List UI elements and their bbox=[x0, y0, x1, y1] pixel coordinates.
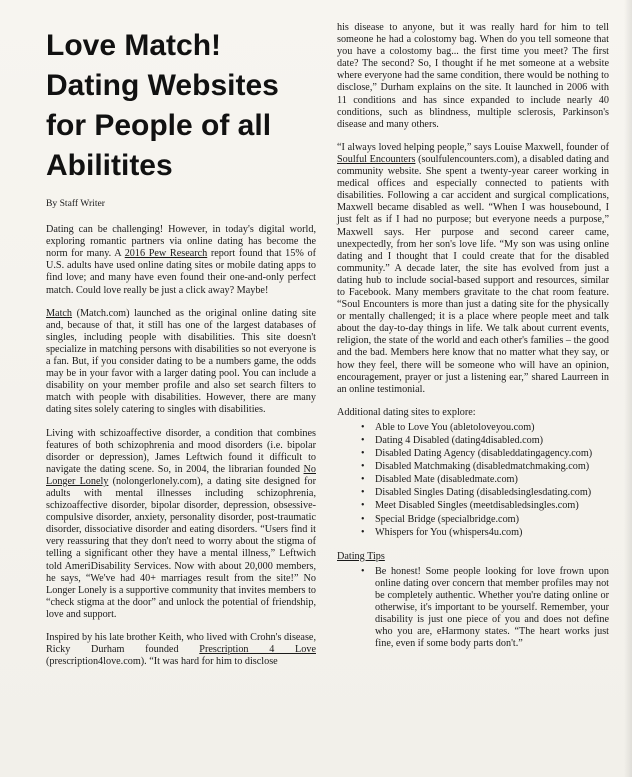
article-title: Love Match! Dating Websites for People of all Abilitites bbox=[46, 29, 279, 182]
p4l-text-b: (prescription4love.com). “It was hard for him to disclose bbox=[46, 656, 278, 668]
intro-text-a: Dating can be challenging! However, in today's digital world, exploring romantic partners via online dating has become the norm for many. A bbox=[46, 224, 316, 260]
list-item: • Be honest! Some people looking for love frown upon online dating over concern that member profiles may not be completely authentic. Whether you're dating online or otherwise, it's important to be yourself. Remember, your disability is just one piece of you and does not define who you are, eHarmony states. “The heart works just fine, even if some body parts don't.” bbox=[361, 566, 609, 651]
paragraph-soulful bbox=[337, 142, 609, 396]
intro-text-b: report found that 15% of U.S. adults have used online dating sites or mobile dating apps to find love; and many have even found their one-and-only perfect match. Could love really be just a click away? Maybe! bbox=[46, 248, 316, 296]
list-item: • Whispers for You (whispers4u.com) bbox=[361, 527, 609, 539]
match-text: (Match.com) launched as the original online dating site and, because of that, it still has one of the largest databases of singles, including people with disabilities. This site doesn't specialize in matching persons with disabilities so not everyone is a fan. But, if you consider dating to be a numbers game, the odds may be in your favor with a larger dating pool. You can include a disability on your member profile and also set search filters to match with people with disabilities. However, there are many dating sites solely catering to singles with disabilities. bbox=[46, 307, 316, 416]
soulful-text-a: “I always loved helping people,” says Louise Maxwell, founder of bbox=[337, 141, 609, 153]
match-link[interactable]: Match bbox=[46, 307, 73, 319]
nll-text-b: (nolongerlonely.com), a dating site designed for adults with mental illnesses including schizophrenia, schizoaffective disorder, bipolar disorder, depression, obsessive-compulsive disorder, anxiety, personality disorder, post-traumatic disorder, dissociative disorder and eating disorders. “Users find it very reassuring that they don't need to worry about the stigma of telling a significant other they have a mental illness,” Leftwich told AmeriDisability Services. Now with about 20,000 members, he says, “We've had 40+ marriages result from the site!” No Longer Lonely is a supportive community that invites members to “check stigma at the door” and unlock the potential of friendship, love and support. bbox=[46, 475, 316, 620]
sites-list bbox=[361, 422, 609, 539]
tips-list bbox=[361, 566, 609, 651]
byline: By Staff Writer bbox=[46, 198, 105, 209]
sites-heading: Additional dating sites to explore: bbox=[337, 406, 476, 418]
list-item: • Disabled Singles Dating (disabledsinglesdating.com) bbox=[361, 487, 609, 499]
list-item: • Able to Love You (abletoloveyou.com) bbox=[361, 422, 609, 434]
paragraph-match bbox=[46, 308, 316, 417]
p4l-text-a: Inspired by his late brother Keith, who lived with Crohn's disease, Ricky Durham founded bbox=[46, 632, 316, 656]
dating-tips-link[interactable]: Dating Tips bbox=[337, 550, 385, 562]
prescription-4-love-link[interactable]: Prescription 4 Love bbox=[199, 644, 316, 656]
list-item: • Disabled Mate (disabledmate.com) bbox=[361, 474, 609, 486]
left-column bbox=[46, 26, 316, 679]
list-item: • Dating 4 Disabled (dating4disabled.com) bbox=[361, 435, 609, 447]
list-item: • Special Bridge (specialbridge.com) bbox=[361, 514, 609, 526]
tips-heading bbox=[337, 551, 609, 563]
paragraph-durham: his disease to anyone, but it was really hard for him to tell someone he had a colostomy bag. When do you tell someone that you have a colostomy bag... the first time you meet? The first date? The second? So, I thought if he met someone at a website where everyone had the same condition, there would be nothing to disclose,” Durham explains on the site. It launched in 2006 with 11 conditions and has since expanded to include nearly 40 conditions, such as blindness, multiple sclerosis, Parkinson's disease and many others. bbox=[337, 22, 609, 130]
pew-research-link[interactable]: 2016 Pew Research bbox=[124, 248, 208, 260]
list-item: • Meet Disabled Singles (meetdisabledsingles.com) bbox=[361, 500, 609, 512]
right-column bbox=[337, 22, 609, 663]
list-item: • Disabled Dating Agency (disableddatingagency.com) bbox=[361, 448, 609, 460]
soulful-text-b: (soulfulencounters.com), a disabled dating and community website. She spent a twenty-year career working in medical offices and especially connected to patients with disabilities. Following a car accident and surgical complications, Maxwell became disabled as well. “When I was housebound, I just felt as if I had no purpose; but everyone needs a purpose,” Maxwell says. Her purpose and second career came, unexpectedly, from her son's love life. “My son was using online dating and I thought that I could create that for the disabled community.” A decade later, the site has evolved from just a dating hub to include social-based support and resources, similar to Facebook. Many members gravitate to the chat room feature. “Soul Encounters is more than just a dating site for the physically or mentally challenged; it is a place where people meet and talk about the day-to-day things in life. We talk about current events, religion, the state of the world and each other's families – the good and the bad. Members here know that no matter what they say, or how they feel, there will be someone who will have an opinion, encouragement, prayer or just a listening ear,” shared Laurreen in an online testimonial. bbox=[337, 153, 609, 395]
soulful-encounters-link[interactable]: Soulful Encounters bbox=[337, 153, 416, 165]
list-item: • Disabled Matchmaking (disabledmatchmaking.com) bbox=[361, 461, 609, 473]
paragraph-prescription bbox=[46, 632, 316, 668]
paragraph-no-longer-lonely bbox=[46, 428, 316, 622]
nll-text-a: Living with schizoaffective disorder, a condition that combines features of both schizophrenia and mood disorders (i.e. bipolar disorder or depression), James Leftwich found it difficult to navigate the dating scene. So, in 2004, the librarian founded bbox=[46, 427, 316, 475]
no-longer-lonely-link[interactable]: No Longer Lonely bbox=[46, 463, 316, 487]
page-edge-shadow bbox=[624, 0, 632, 777]
paragraph-intro bbox=[46, 224, 316, 297]
